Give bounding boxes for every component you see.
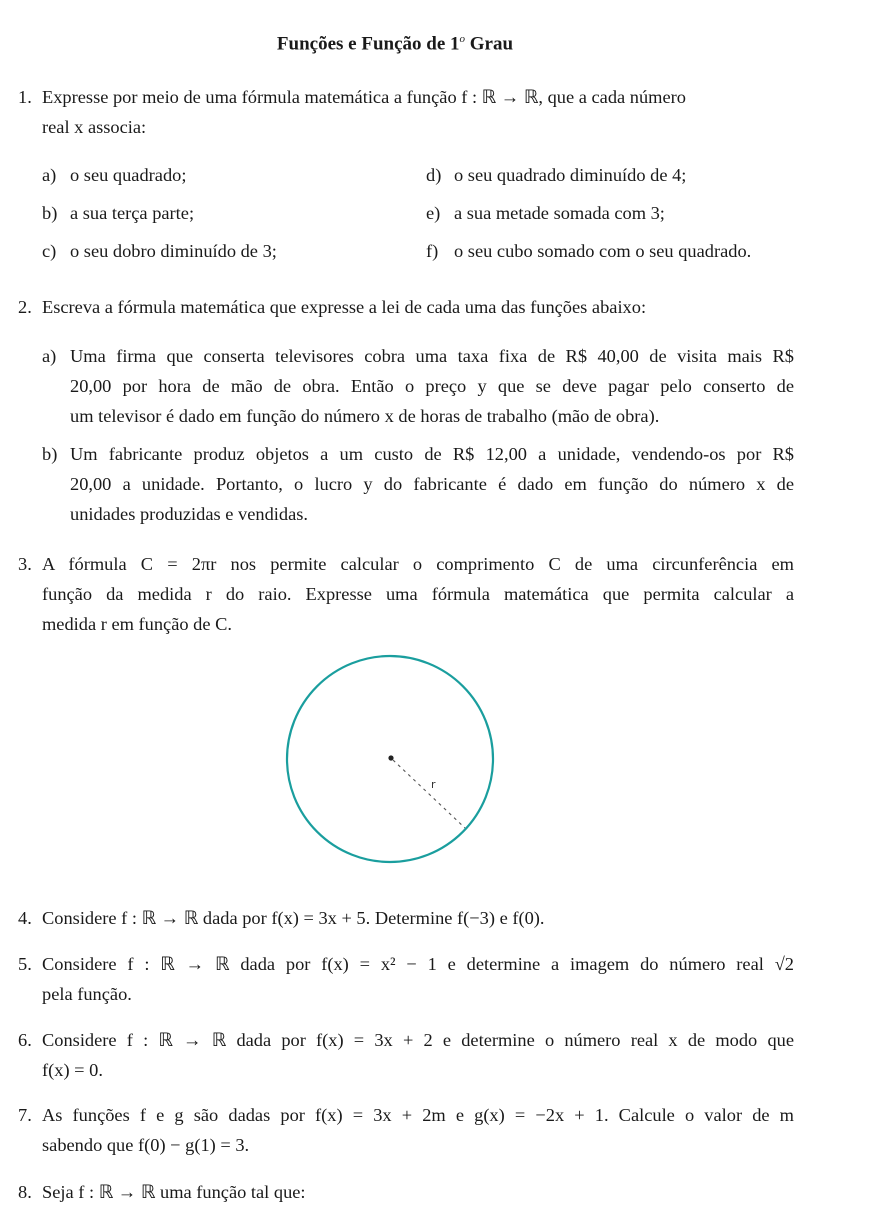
q1-item-f-label: f) — [426, 241, 439, 261]
q1-item-e-text: a sua metade somada com 3; — [454, 203, 665, 223]
q1-item-c-label: c) — [42, 241, 57, 261]
q1-item-b-label: b) — [42, 203, 58, 223]
question-8-number: 8. — [18, 1182, 32, 1202]
question-4-number: 4. — [18, 908, 32, 928]
circle-figure — [280, 650, 502, 872]
question-2-number: 2. — [18, 297, 32, 317]
question-1-number: 1. — [18, 87, 32, 107]
center-point-icon — [388, 755, 393, 760]
question-4-line-1: Considere f : ℝ → ℝ dada por f(x) = 3x + 5. Determine f(−3) e f(0). — [42, 908, 545, 928]
question-5-line-1: Considere f : ℝ → ℝ dada por f(x) = x² − 1 e determine a imagem do número real √2 — [42, 954, 794, 974]
q2-item-a-label: a) — [42, 346, 57, 366]
q1-item-a-label: a) — [42, 165, 57, 185]
q2-item-b-line-1: Um fabricante produz objetos a um custo de R$ 12,00 a unidade, vendendo-os por R$ — [70, 444, 794, 464]
question-7-line-1: As funções f e g são dadas por f(x) = 3x + 2m e g(x) = −2x + 1. Calcule o valor de m — [42, 1105, 794, 1125]
question-3-line-2: função da medida r do raio. Expresse uma fórmula matemática que permita calcular a — [42, 584, 794, 604]
question-1-line-1: Expresse por meio de uma fórmula matemática a função f : ℝ → ℝ, que a cada número — [42, 87, 686, 107]
radius-line — [393, 760, 465, 828]
title-text: Funções e Função de 1 — [276, 33, 460, 55]
q1-item-f-text: o seu cubo somado com o seu quadrado. — [454, 241, 752, 261]
question-3-line-1: A fórmula C = 2πr nos permite calcular o comprimento C de uma circunferência em — [42, 554, 794, 574]
q2-item-b-line-3: unidades produzidas e vendidas. — [70, 504, 308, 524]
q1-item-e-label: e) — [426, 203, 441, 223]
question-5-number: 5. — [18, 954, 32, 974]
question-3-line-3: medida r em função de C. — [42, 614, 232, 634]
question-3-number: 3. — [18, 554, 32, 574]
question-2-line-1: Escreva a fórmula matemática que expresse a lei de cada uma das funções abaixo: — [42, 297, 647, 317]
title-text-end: Grau — [465, 33, 514, 55]
q2-item-b-line-2: 20,00 a unidade. Portanto, o lucro y do fabricante é dado em função do número x de — [70, 474, 794, 494]
question-5-line-2: pela função. — [42, 984, 132, 1004]
radius-label: r — [431, 778, 436, 791]
question-6-line-1: Considere f : ℝ → ℝ dada por f(x) = 3x + 2 e determine o número real x de modo que — [42, 1030, 794, 1050]
q1-item-d-label: d) — [426, 165, 442, 185]
q1-item-b-text: a sua terça parte; — [70, 203, 195, 223]
q2-item-b-label: b) — [42, 444, 58, 464]
q2-item-a-line-3: um televisor é dado em função do número x de horas de trabalho (mão de obra). — [70, 406, 660, 426]
question-6-line-2: f(x) = 0. — [42, 1060, 103, 1080]
question-1-line-2: real x associa: — [42, 117, 147, 137]
page-title — [0, 33, 790, 55]
q1-item-a-text: o seu quadrado; — [70, 165, 187, 185]
q1-item-d-text: o seu quadrado diminuído de 4; — [454, 165, 687, 185]
question-8-line-1: Seja f : ℝ → ℝ uma função tal que: — [42, 1182, 306, 1202]
title-superscript: o — [459, 33, 466, 45]
q2-item-a-line-2: 20,00 por hora de mão de obra. Então o preço y que se deve pagar pelo conserto de — [70, 376, 794, 396]
q1-item-c-text: o seu dobro diminuído de 3; — [70, 241, 277, 261]
question-7-number: 7. — [18, 1105, 32, 1125]
question-6-number: 6. — [18, 1030, 32, 1050]
question-7-line-2: sabendo que f(0) − g(1) = 3. — [42, 1135, 250, 1155]
q2-item-a-line-1: Uma firma que conserta televisores cobra uma taxa fixa de R$ 40,00 de visita mais R$ — [70, 346, 794, 366]
